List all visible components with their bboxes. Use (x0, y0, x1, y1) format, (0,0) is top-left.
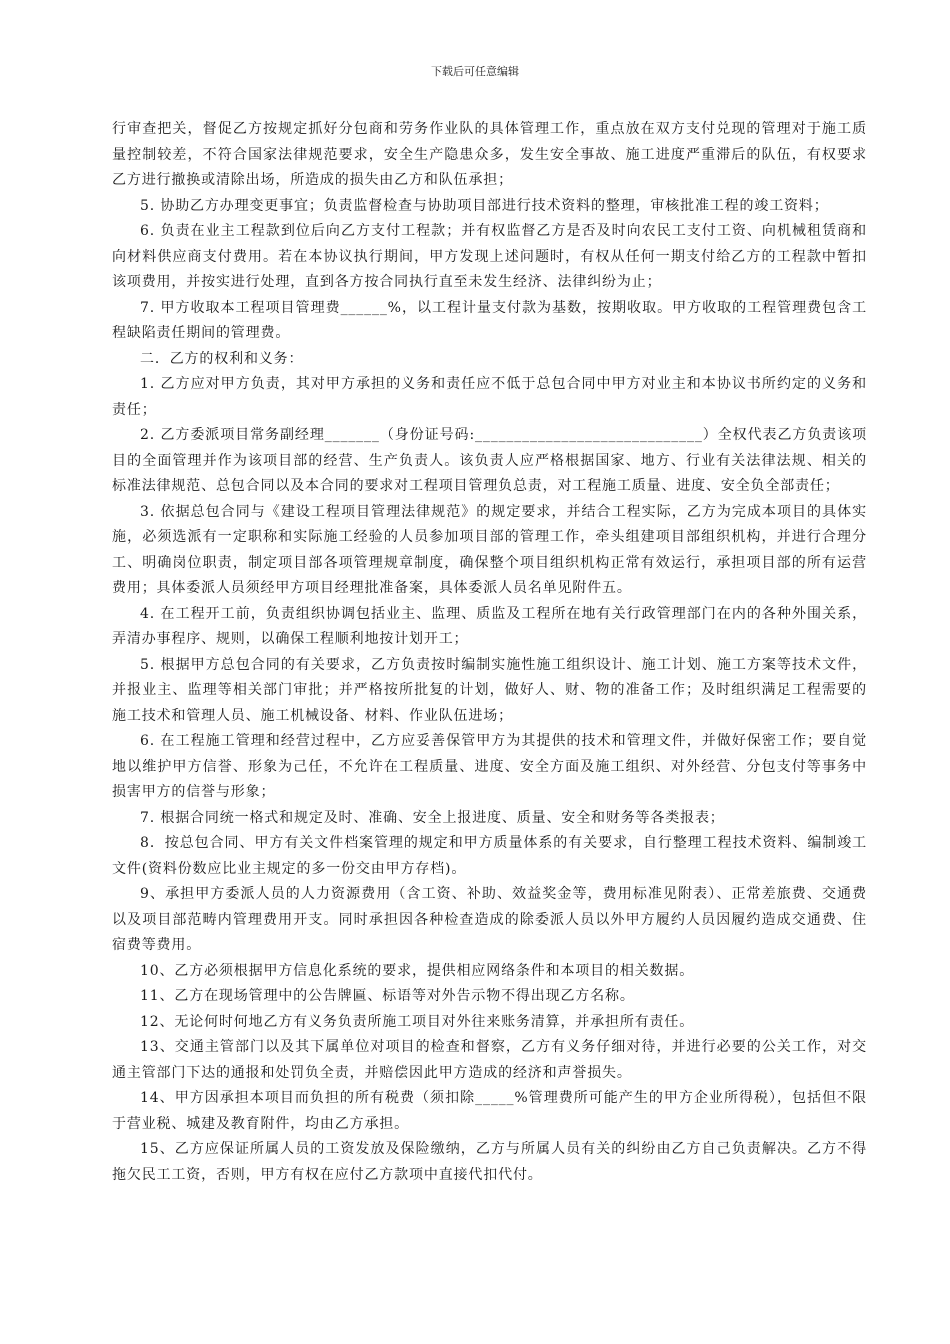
paragraph-b-clause-15: 15、乙方应保证所属人员的工资发放及保险缴纳，乙方与所属人员有关的纠纷由乙方自己负责解决。乙方不得拖欠民工工资，否则，甲方有权在应付乙方款项中直接代扣代付。 (112, 1141, 867, 1183)
paragraph-b-clause-12: 12、无论何时何地乙方有义务负责所施工项目对外往来账务清算，并承担所有责任。 (140, 1013, 695, 1030)
paragraph-b-clause-10: 10、乙方必须根据甲方信息化系统的要求，提供相应网络条件和本项目的相关数据。 (140, 962, 695, 979)
paragraph-clause-5: 5. 协助乙方办理变更事宜；负责监督检查与协助项目部进行技术资料的整理，审核批准工程的竣工资料； (140, 197, 829, 214)
page-header-note: 下载后可任意编辑 (431, 65, 519, 78)
paragraph-clause-7: 7. 甲方收取本工程项目管理费______%，以工程计量支付款为基数，按期收取。甲方收取的工程管理费包含工程缺陷责任期间的管理费。 (112, 299, 867, 341)
paragraph-b-clause-5: 5. 根据甲方总包合同的有关要求，乙方负责按时编制实施性施工组织设计、施工计划、施工方案等技术文件，并报业主、监理等相关部门审批；并严格按所批复的计划，做好人、财、物的准备工作；及时组织满足工程需要的施工技术和管理人员、施工机械设备、材料、作业队伍进场； (112, 656, 867, 724)
paragraph-b-clause-1: 1. 乙方应对甲方负责，其对甲方承担的义务和责任应不低于总包合同中甲方对业主和本协议书所约定的义务和责任； (112, 376, 867, 418)
paragraph-b-clause-14: 14、甲方因承担本项目而负担的所有税费（须扣除_____%管理费所可能产生的甲方企业所得税），包括但不限于营业税、城建及教育附件，均由乙方承担。 (112, 1090, 867, 1132)
paragraph-b-clause-8: 8．按总包合同、甲方有关文件档案管理的规定和甲方质量体系的有关要求，自行整理工程技术资料、编制竣工文件(资料份数应比业主规定的多一份交由甲方存档)。 (112, 835, 867, 877)
paragraph-b-clause-7: 7. 根据合同统一格式和规定及时、准确、安全上报进度、质量、安全和财务等各类报表； (140, 809, 725, 826)
document-body (112, 117, 867, 1188)
paragraph-b-clause-6: 6. 在工程施工管理和经营过程中，乙方应妥善保管甲方为其提供的技术和管理文件，并做好保密工作；要自觉地以维护甲方信誉、形象为己任，不允许在工程质量、进度、安全方面及施工组织、对外经营、分包支付等事务中损害甲方的信誉与形象； (112, 733, 867, 800)
paragraph-clause-6: 6. 负责在业主工程款到位后向乙方支付工程款；并有权监督乙方是否及时向农民工支付工资、向机械租赁商和向材料供应商支付费用。若在本协议执行期间，甲方发现上述问题时，有权从任何一期支付给乙方的工程款中暂扣该项费用，并按实进行处理，直到各方按合同执行直至未发生经济、法律纠纷为止； (112, 223, 867, 290)
section-heading-party-b: 二．乙方的权利和义务： (140, 350, 304, 367)
paragraph-b-clause-3: 3. 依据总包合同与《建设工程项目管理法律规范》的规定要求，并结合工程实际，乙方为完成本项目的具体实施，必须选派有一定职称和实际施工经验的人员参加项目部的管理工作，牵头组建项目部组织机构，并进行合理分工、明确岗位职责，制定项目部各项管理规章制度，确保整个项目组织机构正常有效运行，承担项目部的所有运营费用；具体委派人员须经甲方项目经理批准备案，具体委派人员名单见附件五。 (112, 503, 867, 596)
paragraph-b-clause-9: 9、承担甲方委派人员的人力资源费用（含工资、补助、效益奖金等，费用标准见附表）、正常差旅费、交通费以及项目部范畴内管理费用开支。同时承担因各种检查造成的除委派人员以外甲方履约人员因履约造成交通费、住宿费等费用。 (112, 886, 867, 953)
paragraph-b-clause-2: 2. 乙方委派项目常务副经理_______（身份证号码:_____________________________）全权代表乙方负责该项目的全面管理并作为该项目部的经营、生产负责人。该负责人应严格根据国家、地方、行业有关法律法规、相关的标准法律规范、总包合同以及本合同的要求对工程项目管理负总责，对工程施工质量、进度、安全负全部责任； (112, 427, 867, 494)
paragraph-continuation: 行审查把关，督促乙方按规定抓好分包商和劳务作业队的具体管理工作，重点放在双方支付兑现的管理对于施工质量控制较差，不符合国家法律规范要求，安全生产隐患众多，发生安全事故、施工进度严重滞后的队伍，有权要求乙方进行撤换或清除出场，所造成的损失由乙方和队伍承担； (112, 121, 867, 188)
paragraph-b-clause-13: 13、交通主管部门以及其下属单位对项目的检查和督察，乙方有义务仔细对待，并进行必要的公关工作，对交通主管部门下达的通报和处罚负全责，并赔偿因此甲方造成的经济和声誉损失。 (112, 1039, 867, 1081)
paragraph-b-clause-11: 11、乙方在现场管理中的公告牌匾、标语等对外告示物不得出现乙方名称。 (140, 988, 635, 1004)
paragraph-b-clause-4: 4. 在工程开工前，负责组织协调包括业主、监理、质监及工程所在地有关行政管理部门在内的各种外围关系，弄清办事程序、规则，以确保工程顺利地按计划开工； (112, 605, 867, 647)
